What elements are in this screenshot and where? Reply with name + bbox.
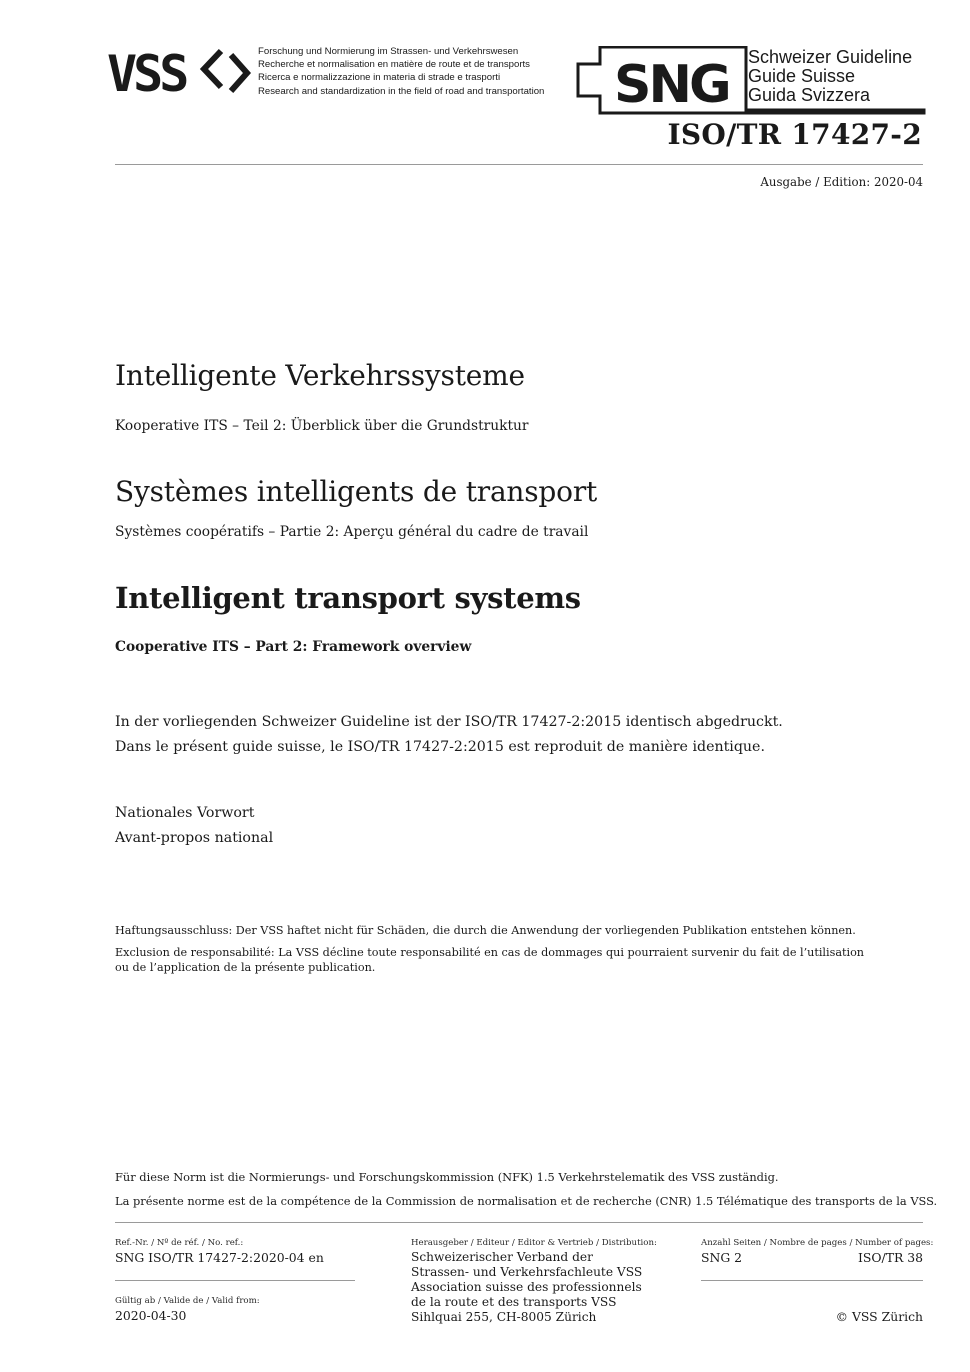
- edition-date: Ausgabe / Edition: 2020-04: [760, 175, 923, 189]
- page-count-iso: ISO/TR 38: [857, 1250, 923, 1265]
- valid-from-label: Gültig ab / Valide de / Valid from:: [115, 1296, 260, 1306]
- publisher-address: [411, 1250, 642, 1325]
- sng-logo: [576, 46, 926, 118]
- vss-logo: [107, 43, 252, 97]
- svg-text:Guide Suisse: Guide Suisse: [748, 66, 856, 86]
- page-count-divider: [701, 1280, 923, 1281]
- document-number: ISO/TR 17427-2: [667, 118, 922, 151]
- disclaimer-french-line2: ou de l’application de la présente publication.: [115, 961, 376, 974]
- subtitle-english: Cooperative ITS – Part 2: Framework overview: [115, 639, 472, 655]
- page-count-label: Anzahl Seiten / Nombre de pages / Number of pages:: [701, 1238, 934, 1248]
- publisher-label: Herausgeber / Editeur / Editor & Vertrieb / Distribution:: [411, 1238, 657, 1248]
- tagline-fr: Recherche et normalisation en matière de route et de transports: [258, 59, 530, 71]
- reference-value: SNG ISO/TR 17427-2:2020-04 en: [115, 1250, 324, 1265]
- committee-german: Für diese Norm ist die Normierungs- und Forschungskommission (NFK) 1.5 Verkehrstelematik des VSS zuständig.: [115, 1170, 779, 1184]
- publisher-line: Association suisse des professionnels: [411, 1280, 642, 1294]
- svg-text:Schweizer Guideline: Schweizer Guideline: [748, 47, 913, 67]
- valid-from-value: 2020-04-30: [115, 1308, 187, 1323]
- copyright: © VSS Zürich: [835, 1309, 923, 1324]
- committee-french: La présente norme est de la compétence de la Commission de normalisation et de recherche (CNR) 1.5 Télématique des transports de la VSS.: [115, 1194, 938, 1208]
- svg-text:Guida Svizzera: Guida Svizzera: [748, 85, 871, 105]
- tagline-it: Ricerca e normalizzazione in materia di strade e trasporti: [258, 72, 501, 84]
- publisher-line: Strassen- und Verkehrsfachleute VSS: [411, 1265, 643, 1279]
- subtitle-german: Kooperative ITS – Teil 2: Überblick über die Grundstruktur: [115, 418, 529, 434]
- title-english: Intelligent transport systems: [115, 581, 581, 615]
- publisher-line: de la route et des transports VSS: [411, 1295, 617, 1309]
- foreword-heading-german: Nationales Vorwort: [115, 805, 255, 821]
- header-divider: [115, 164, 923, 165]
- disclaimer-french-line1: Exclusion de responsabilité: La VSS décline toute responsabilité en cas de dommages qui pourraient survenir du fait de l’utilisation: [115, 946, 865, 959]
- title-french: Systèmes intelligents de transport: [115, 475, 598, 508]
- disclaimer-german: Haftungsausschluss: Der VSS haftet nicht für Schäden, die durch die Anwendung der vorliegenden Publikation entstehen können.: [115, 924, 856, 937]
- reprint-note-german: In der vorliegenden Schweizer Guideline ist der ISO/TR 17427-2:2015 identisch abgedruckt.: [115, 714, 783, 730]
- tagline-en: Research and standardization in the field of road and transportation: [258, 85, 545, 97]
- svg-text:SNG: SNG: [614, 55, 729, 115]
- title-german: Intelligente Verkehrssysteme: [115, 359, 525, 392]
- footer-divider: [115, 1222, 923, 1223]
- subtitle-french: Systèmes coopératifs – Partie 2: Aperçu général du cadre de travail: [115, 524, 589, 540]
- publisher-line: Schweizerischer Verband der: [411, 1250, 593, 1264]
- svg-text:VSS: VSS: [107, 45, 186, 97]
- publisher-line: Sihlquai 255, CH-8005 Zürich: [411, 1310, 597, 1324]
- reference-label: Ref.-Nr. / Nº de réf. / No. ref.:: [115, 1238, 244, 1248]
- tagline-de: Forschung und Normierung im Strassen- und Verkehrswesen: [258, 46, 519, 57]
- reprint-note-french: Dans le présent guide suisse, le ISO/TR 17427-2:2015 est reproduit de manière identique.: [115, 739, 765, 755]
- vss-tagline: [258, 45, 544, 98]
- reference-divider: [115, 1280, 355, 1281]
- foreword-heading-french: Avant-propos national: [115, 830, 274, 846]
- page-count-sng: SNG 2: [701, 1250, 743, 1265]
